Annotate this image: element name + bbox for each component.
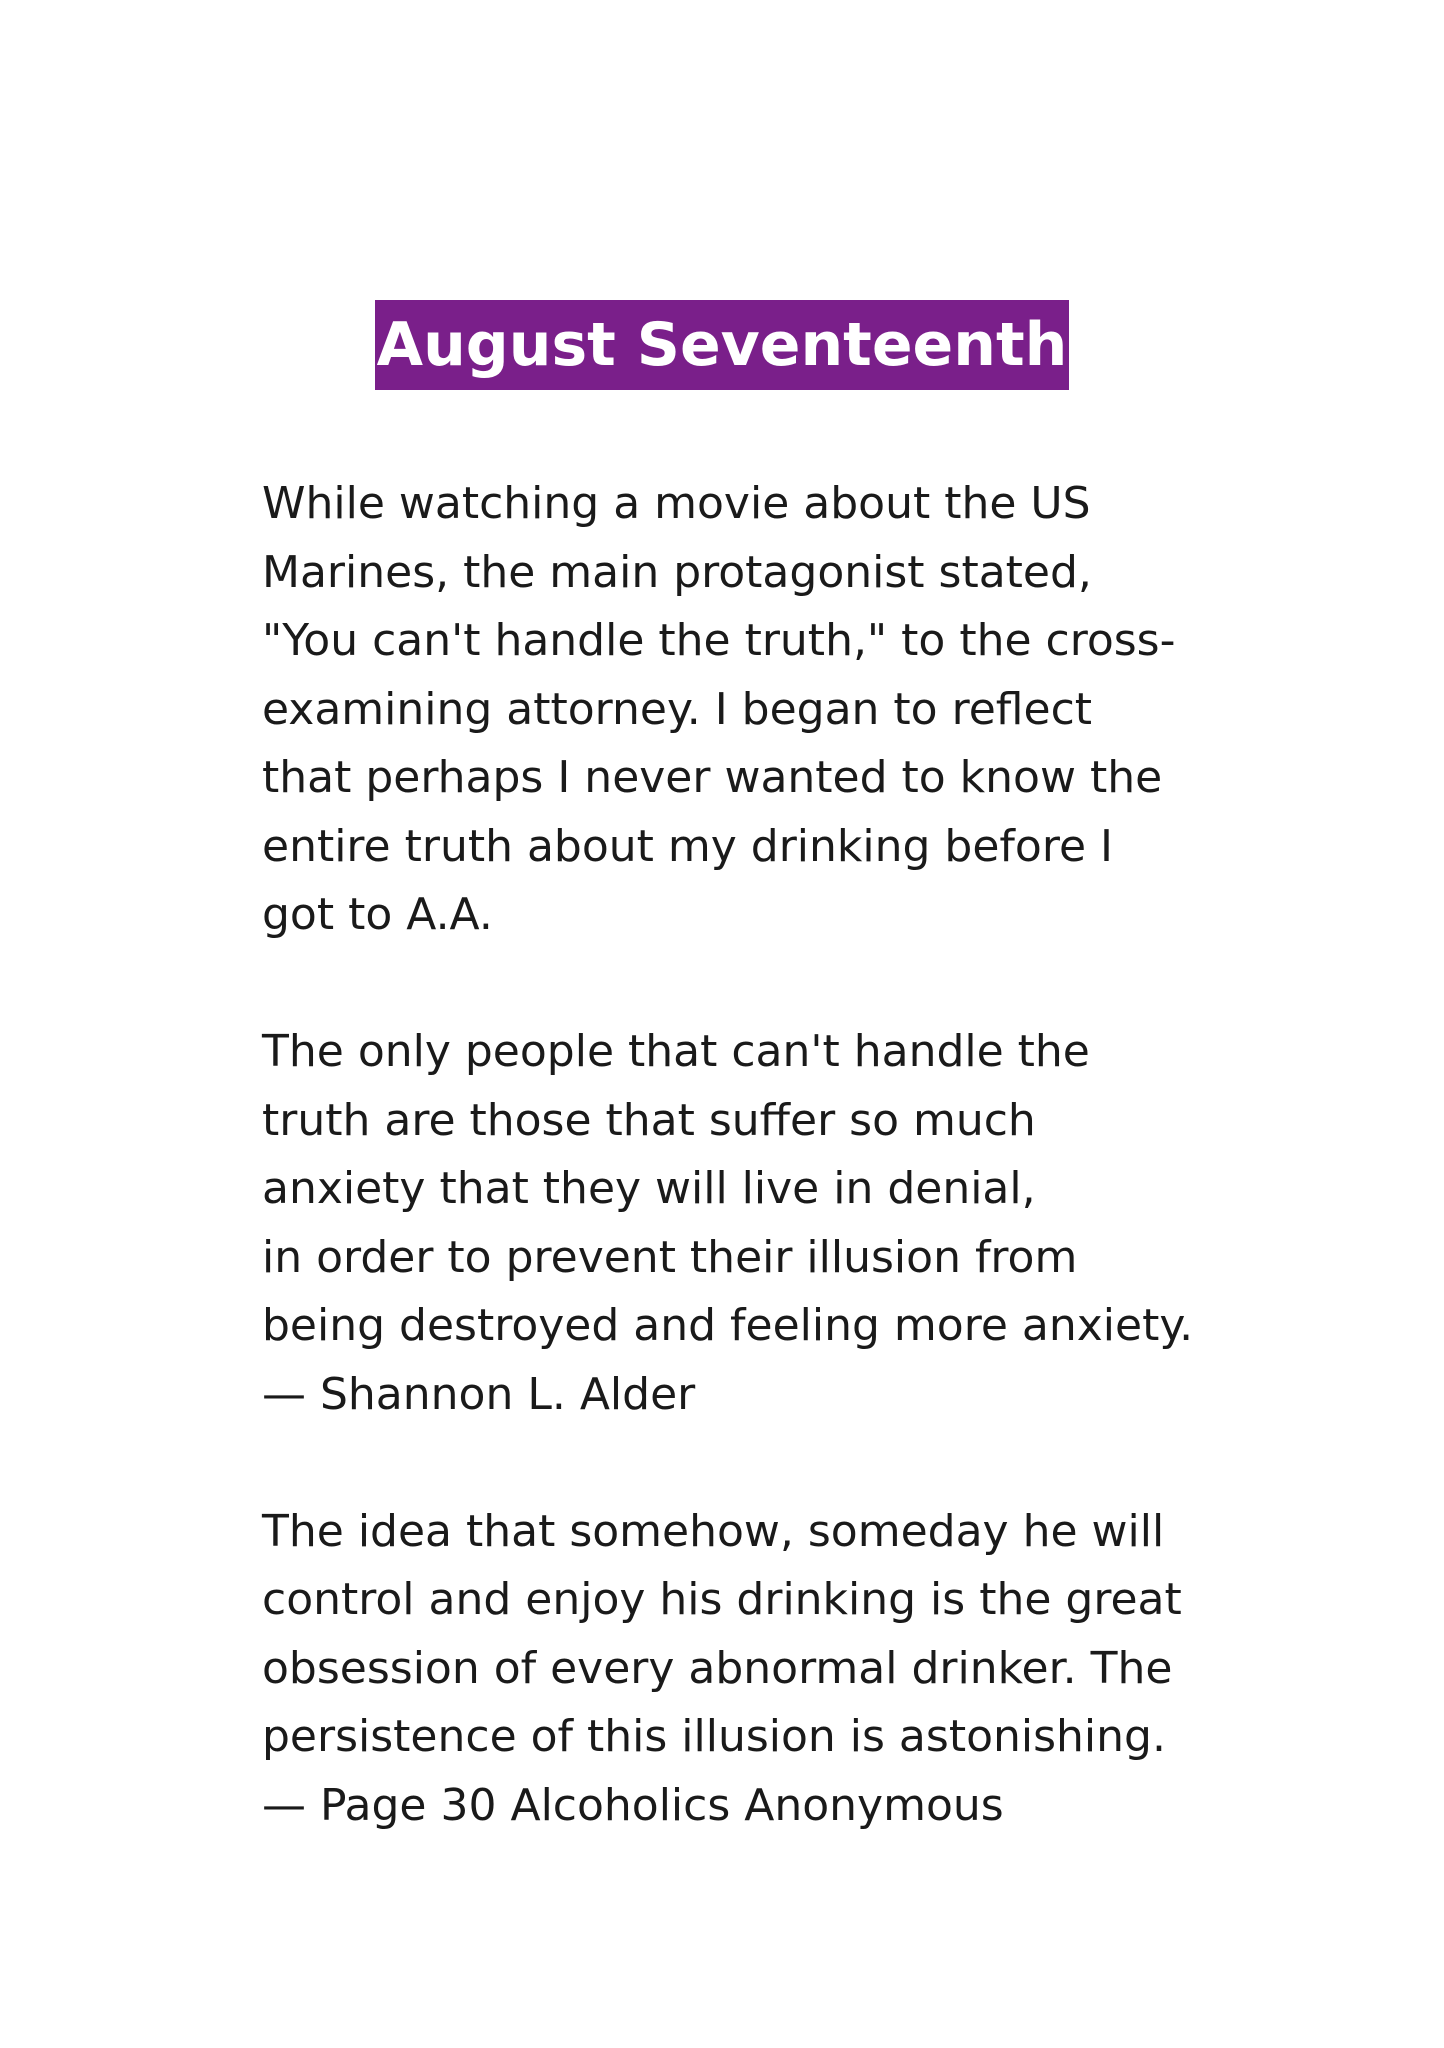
page-title: August Seventeenth <box>375 300 1070 390</box>
paragraph-line: that perhaps I never wanted to know the <box>262 752 1163 803</box>
paragraph-line: "You can't handle the truth," to the cross- <box>262 615 1176 666</box>
quote-line: The only people that can't handle the <box>262 1026 1090 1077</box>
paragraph-gap <box>262 1429 1262 1498</box>
quote-line: obsession of every abnormal drinker. The <box>262 1642 1173 1694</box>
paragraph-line: While watching a movie about the US <box>262 478 1091 529</box>
quote-line: control and enjoy his drinking is the great <box>262 1574 1182 1625</box>
quote-line: truth are those that suffer so much <box>262 1094 1036 1146</box>
quote-line: in order to prevent their illusion from <box>262 1231 1078 1283</box>
paragraph-line: Marines, the main protagonist stated, <box>262 546 1092 598</box>
quote-line: persistence of this illusion is astonishing. <box>262 1711 1166 1762</box>
quote-attribution: — Shannon L. Alder <box>262 1368 696 1420</box>
quote-line: anxiety that they will live in denial, <box>262 1163 1036 1214</box>
paragraph-line: entire truth about my drinking before I <box>262 820 1113 872</box>
quote-line: being destroyed and feeling more anxiety. <box>262 1300 1194 1351</box>
quote-attribution: — Page 30 Alcoholics Anonymous <box>262 1779 1004 1831</box>
quote-big-book <box>262 1498 1262 1841</box>
quote-alder <box>262 1018 1262 1429</box>
paragraph-gap <box>262 950 1262 1019</box>
quote-line: The idea that somehow, someday he will <box>262 1505 1165 1557</box>
paragraph-line: examining attorney. I began to reflect <box>262 683 1093 735</box>
title-container <box>0 300 1444 390</box>
paragraph-line: got to A.A. <box>262 889 493 940</box>
reflection-paragraph <box>262 470 1262 950</box>
body-text <box>262 470 1262 1840</box>
